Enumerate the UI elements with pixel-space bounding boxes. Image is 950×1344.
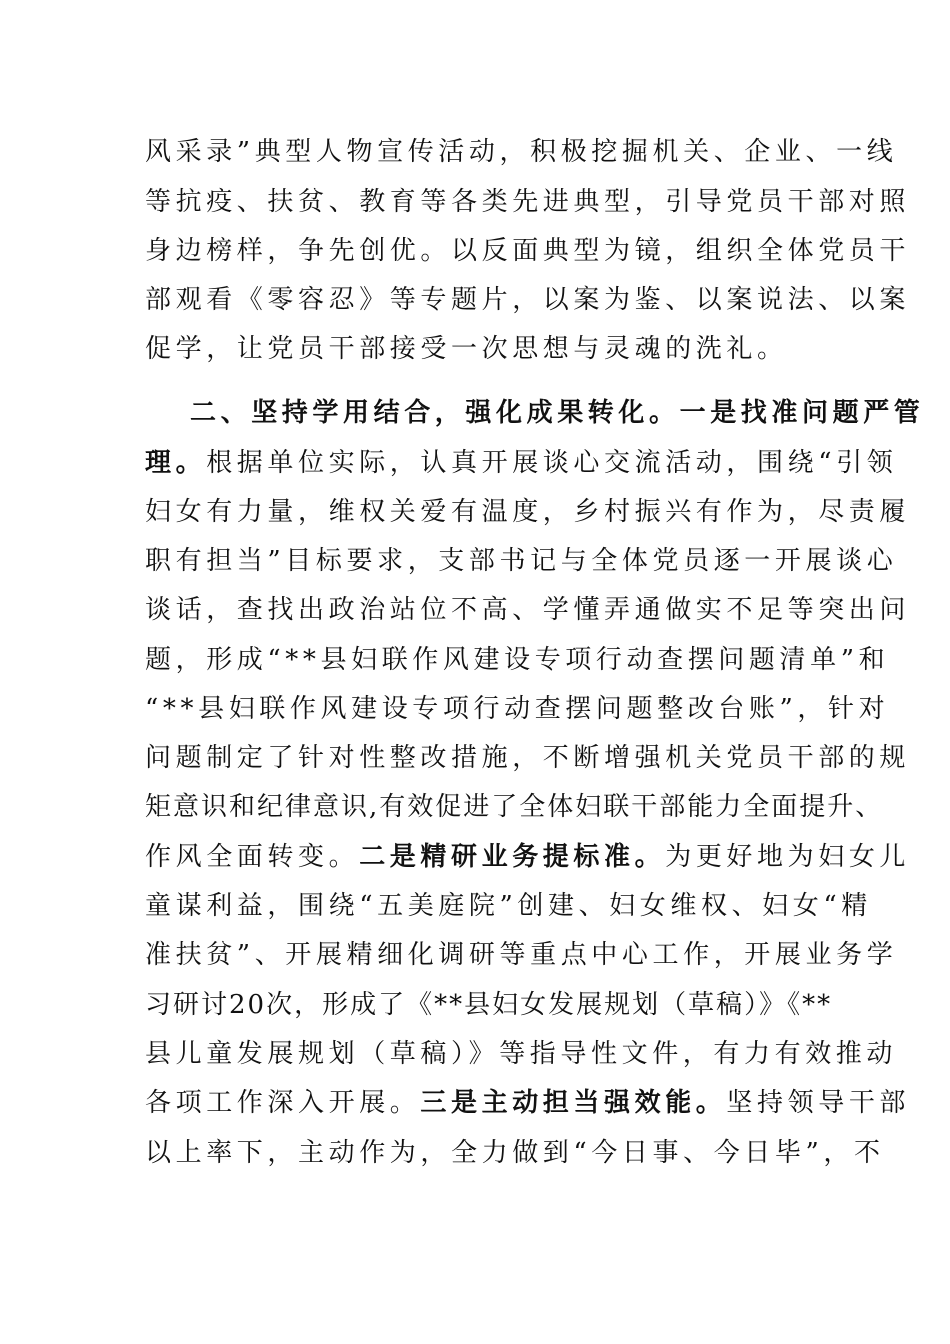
text-line xyxy=(145,886,872,926)
text-line xyxy=(145,443,898,483)
text-run: 问题制定了针对性整改措施，不断增强机关党员干部的规 xyxy=(145,743,911,773)
text-run: 等抗疫、扶贫、教育等各类先进典型，引导党员干部对照 xyxy=(145,187,911,217)
text-run: 根据单位实际，认真开展谈心交流活动，围绕“引领 xyxy=(206,448,898,478)
text-run: “**县妇联作风建设专项行动查摆问题整改台账”，针对 xyxy=(145,694,890,724)
text-line xyxy=(145,541,898,581)
text-line xyxy=(145,1034,898,1074)
text-run: 题，形成“**县妇联作风建设专项行动查摆问题清单”和 xyxy=(145,645,890,675)
text-run: 风采录”典型人物宣传活动，积极挖掘机关、企业、一线 xyxy=(145,137,898,167)
bold-text-run: 理。 xyxy=(145,448,207,478)
text-line xyxy=(145,231,911,271)
text-run: 坚持领导干部 xyxy=(726,1088,911,1118)
text-line xyxy=(145,935,898,975)
bold-text-run: 三是主动担当强效能。 xyxy=(420,1088,727,1118)
text-line xyxy=(145,738,911,778)
text-run: 妇女有力量，维权关爱有温度，乡村振兴有作为，尽责履 xyxy=(145,497,911,527)
text-run: 谈话，查找出政治站位不高、学懂弄通做实不足等突出问 xyxy=(145,595,911,625)
text-line xyxy=(145,837,911,877)
text-run: 以上率下，主动作为，全力做到“今日事、今日毕”，不 xyxy=(145,1138,885,1168)
text-run: 职有担当”目标要求，支部书记与全体党员逐一开展谈心 xyxy=(145,546,898,576)
text-run: 准扶贫”、开展精细化调研等重点中心工作，开展业务学 xyxy=(145,940,898,970)
text-line xyxy=(145,985,833,1025)
text-line xyxy=(145,640,890,680)
text-line xyxy=(145,182,911,222)
text-line xyxy=(145,280,911,320)
text-line xyxy=(145,787,884,827)
text-line xyxy=(190,393,925,433)
text-run: 各项工作深入开展。 xyxy=(145,1088,421,1118)
text-run: 身边榜样，争先创优。以反面典型为镜，组织全体党员干 xyxy=(145,236,911,266)
text-line xyxy=(145,689,890,729)
text-line xyxy=(145,132,898,172)
text-line xyxy=(145,492,911,532)
text-run: 习研讨20次，形成了《**县妇女发展规划（草稿）》《** xyxy=(145,990,833,1020)
text-run: 作风全面转变。 xyxy=(145,842,360,872)
text-line xyxy=(145,329,825,369)
text-line xyxy=(145,1083,911,1123)
text-line xyxy=(145,1133,885,1173)
text-line xyxy=(145,590,911,630)
bold-text-run: 二、坚持学用结合，强化成果转化。一是找准问题严管 xyxy=(190,398,925,428)
text-run: 部观看《零容忍》等专题片，以案为鉴、以案说法、以案 xyxy=(145,285,911,315)
text-run: 为更好地为妇女儿 xyxy=(665,842,911,872)
bold-text-run: 二是精研业务提标准。 xyxy=(359,842,666,872)
text-run: 矩意识和纪律意识,有效促进了全体妇联干部能力全面提升、 xyxy=(145,792,884,822)
text-run: 县儿童发展规划（草稿）》等指导性文件，有力有效推动 xyxy=(145,1039,898,1069)
text-run: 童谋利益，围绕“五美庭院”创建、妇女维权、妇女“精 xyxy=(145,891,872,921)
text-run: 促学，让党员干部接受一次思想与灵魂的洗礼。 xyxy=(145,334,788,364)
